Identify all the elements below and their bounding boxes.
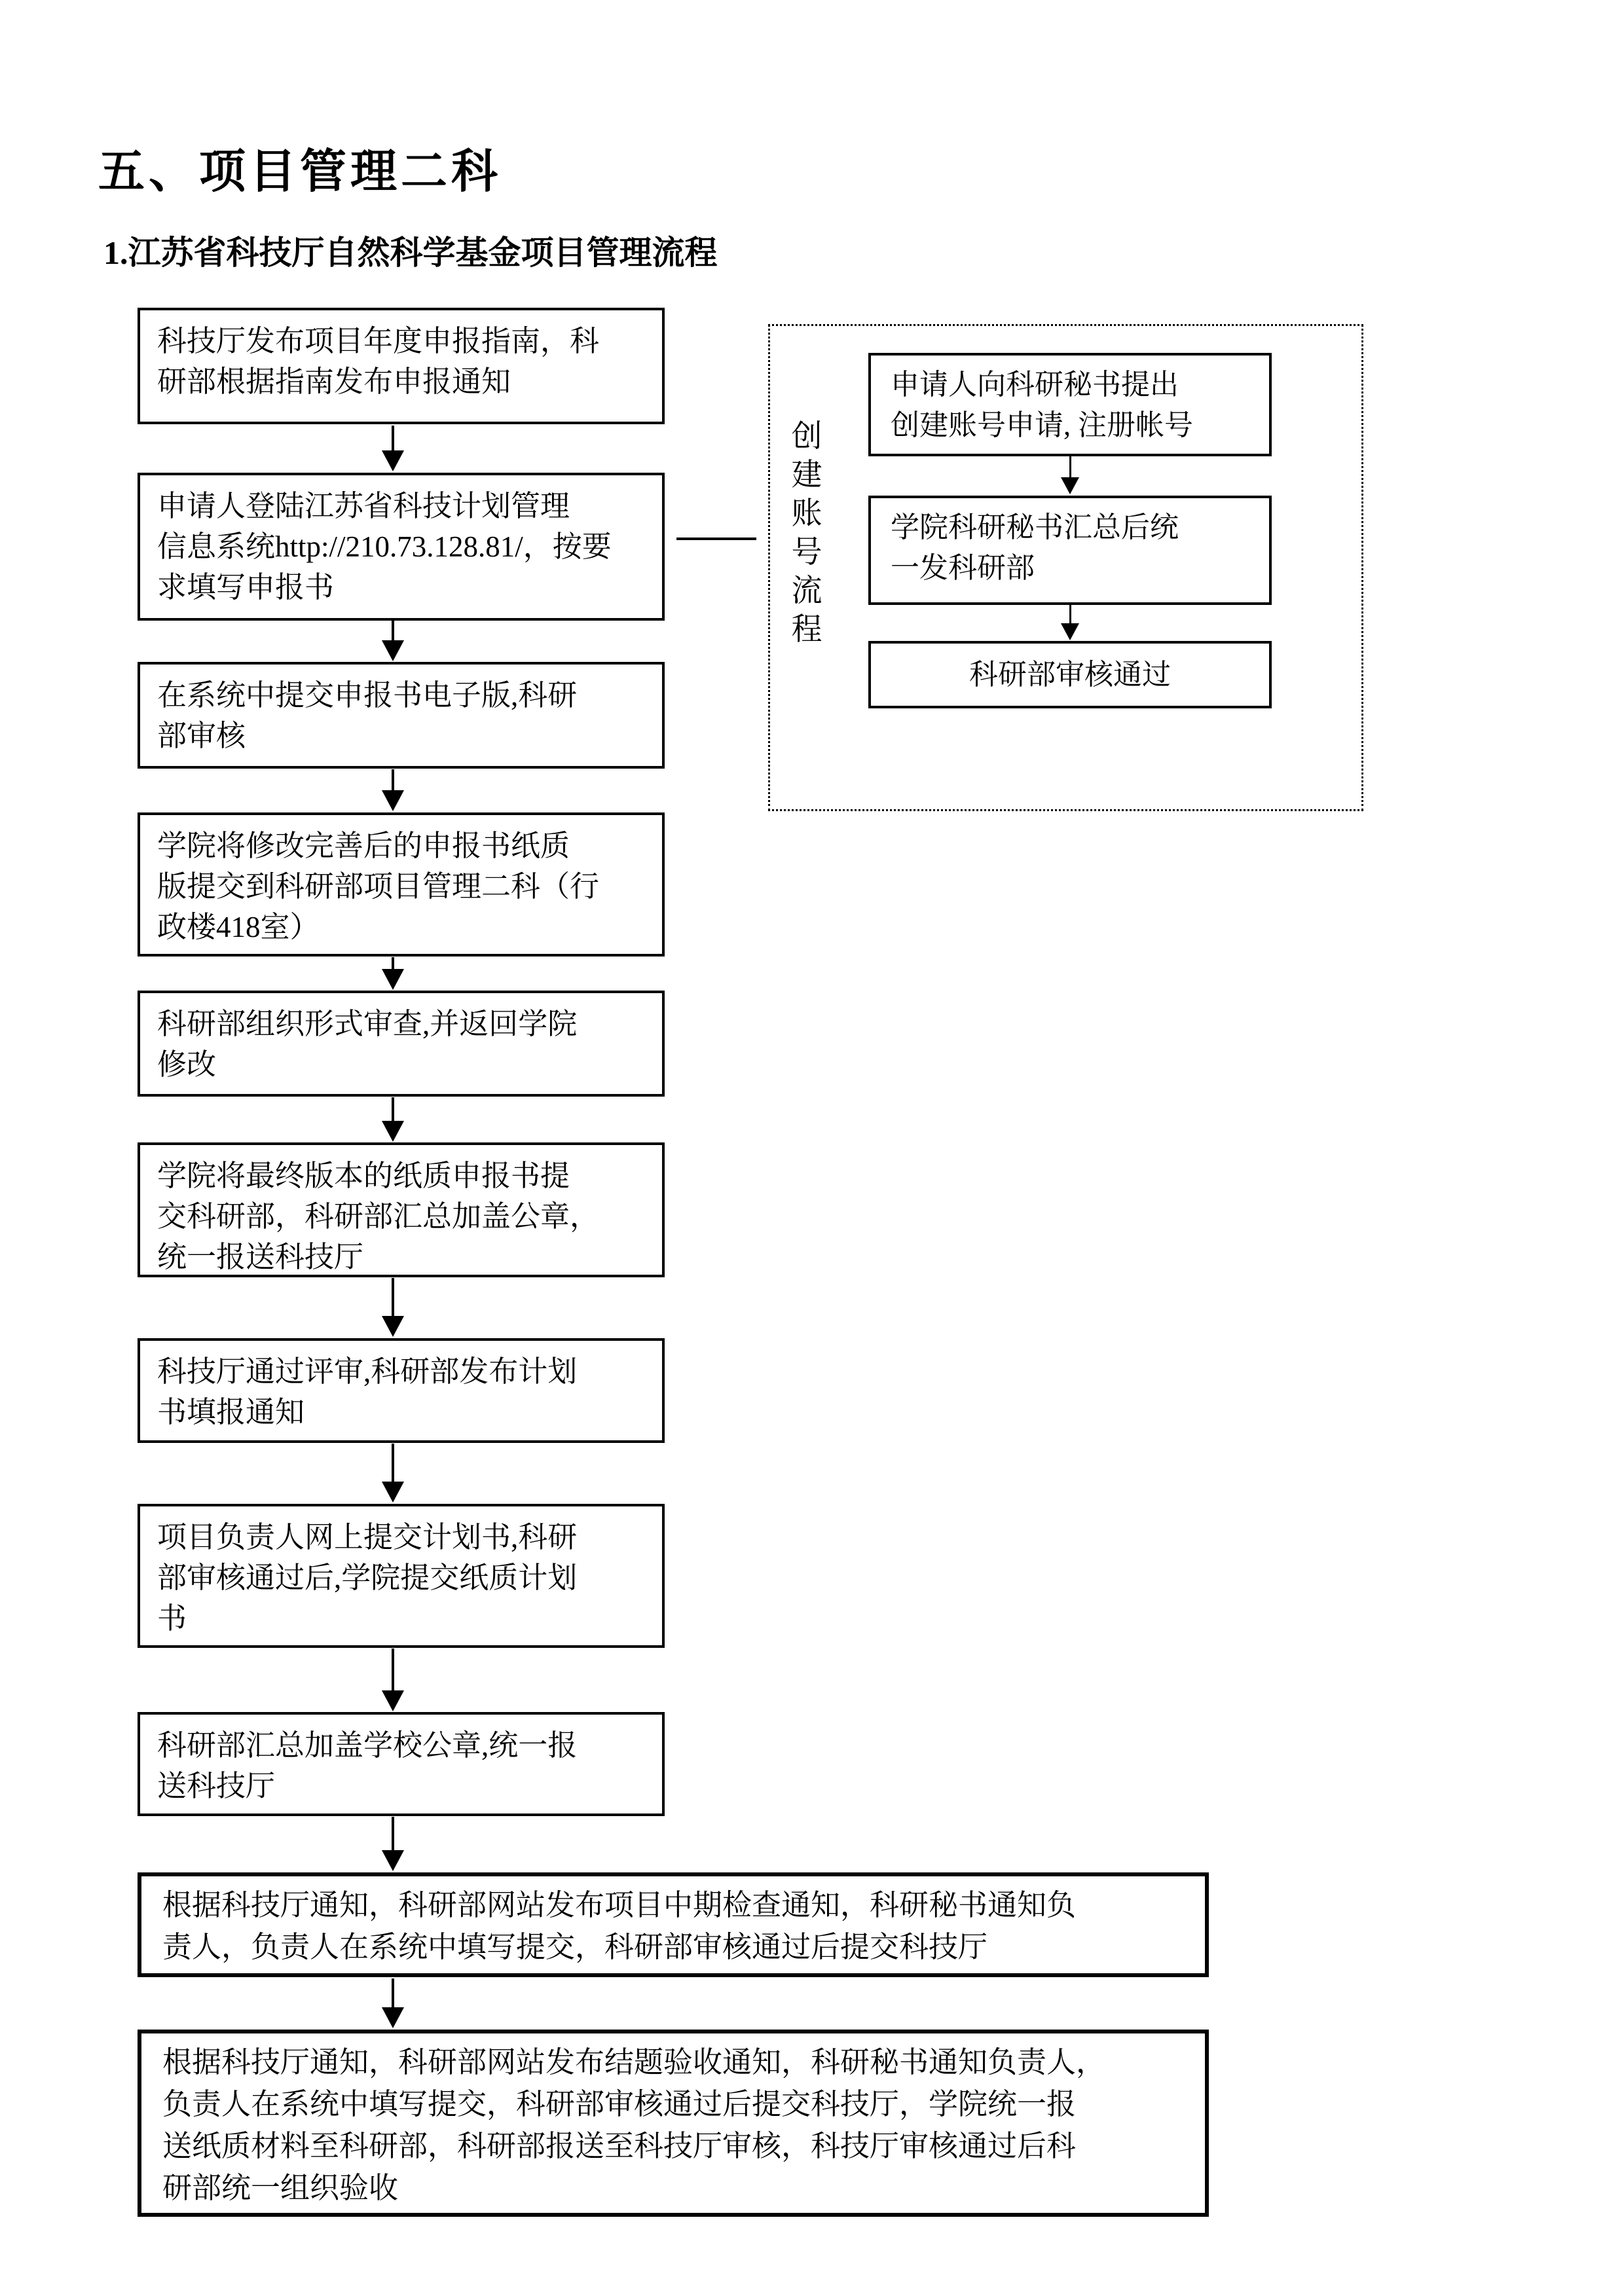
flow-step-text: 在系统中提交申报书电子版,科研	[157, 679, 578, 712]
flow-step-text: 学院将修改完善后的申报书纸质	[157, 829, 570, 862]
side-step-text: 一发科研部	[891, 552, 1035, 584]
page-title: 五、项目管理二科	[98, 147, 502, 198]
arrow-head-icon	[1061, 477, 1079, 494]
down-arrow-icon	[380, 1817, 406, 1871]
flow-step-7	[138, 1338, 665, 1443]
flow-step-text: 书填报通知	[157, 1396, 305, 1429]
panel-down-arrow-icon	[1057, 605, 1083, 640]
down-arrow-icon	[380, 426, 406, 471]
flow-step-text: 科技厅通过评审,科研部发布计划	[157, 1355, 578, 1388]
flow-step-text: 科技厅发布项目年度申报指南，科	[157, 325, 600, 357]
down-arrow-icon	[380, 1097, 406, 1142]
arrow-head-icon	[382, 1121, 404, 1142]
flow-step-text: 政楼418室）	[157, 911, 320, 943]
flow-step-text: 信息系统http://210.73.128.81/，按要	[157, 530, 612, 563]
arrow-shaft	[392, 1649, 394, 1694]
side-step-1	[868, 353, 1272, 456]
arrow-head-icon	[382, 1850, 404, 1871]
flow-step-text: 书	[157, 1602, 187, 1635]
connector-line	[676, 538, 756, 540]
arrow-shaft	[392, 1817, 394, 1854]
arrow-head-icon	[382, 1690, 404, 1711]
flow-step-text: 责人，负责人在系统中填写提交，科研部审核通过后提交科技厅	[162, 1931, 988, 1963]
flow-step-text: 部审核通过后,学院提交纸质计划	[157, 1561, 578, 1594]
flow-step-9	[138, 1712, 665, 1816]
flow-step-text: 科研部组织形式审查,并返回学院	[157, 1008, 578, 1040]
flow-step-1	[138, 308, 665, 424]
arrow-head-icon	[382, 1316, 404, 1337]
flow-step-text: 部审核	[157, 720, 246, 752]
flow-step-text: 科研部汇总加盖学校公章,统一报	[157, 1729, 578, 1762]
flow-step-text: 交科研部，科研部汇总加盖公章，	[157, 1200, 600, 1233]
panel-vertical-label: 创建账号流程	[791, 420, 822, 647]
flow-step-6	[138, 1142, 665, 1277]
arrow-shaft	[392, 1444, 394, 1485]
side-step-text: 学院科研秘书汇总后统	[891, 511, 1179, 543]
down-arrow-icon	[380, 957, 406, 990]
flow-step-text: 项目负责人网上提交计划书,科研	[157, 1521, 578, 1554]
arrow-head-icon	[382, 2007, 404, 2028]
arrow-shaft	[1069, 456, 1071, 480]
down-arrow-icon	[380, 1444, 406, 1503]
down-arrow-icon	[380, 1978, 406, 2028]
arrow-shaft	[392, 1278, 394, 1320]
flow-step-4	[138, 812, 665, 957]
flow-step-text: 负责人在系统中填写提交，科研部审核通过后提交科技厅，学院统一报	[162, 2088, 1077, 2121]
down-arrow-icon	[380, 1278, 406, 1337]
flow-step-text: 学院将最终版本的纸质申报书提	[157, 1159, 570, 1192]
section-subtitle: 1.江苏省科技厅自然科学基金项目管理流程	[103, 234, 718, 271]
flow-step-2	[138, 473, 665, 621]
panel-down-arrow-icon	[1057, 456, 1083, 494]
flow-step-10	[138, 1872, 1209, 1977]
flow-step-text: 版提交到科研部项目管理二科（行	[157, 870, 600, 903]
flow-step-text: 申请人登陆江苏省科技计划管理	[157, 490, 570, 522]
arrow-head-icon	[382, 640, 404, 661]
down-arrow-icon	[380, 621, 406, 661]
flow-step-5	[138, 991, 665, 1097]
down-arrow-icon	[380, 1649, 406, 1711]
side-step-text: 创建账号申请, 注册帐号	[891, 409, 1193, 441]
side-step-text: 申请人向科研秘书提出	[891, 369, 1179, 401]
flow-step-text: 送纸质材料至科研部，科研部报送至科技厅审核，科技厅审核通过后科	[162, 2130, 1077, 2162]
arrow-head-icon	[382, 790, 404, 811]
arrow-head-icon	[382, 450, 404, 471]
arrow-head-icon	[382, 1482, 404, 1503]
side-step-3	[868, 641, 1272, 708]
flow-step-3	[138, 662, 665, 769]
flow-step-text: 送科技厅	[157, 1770, 276, 1802]
arrow-head-icon	[1061, 623, 1079, 640]
side-step-text: 科研部审核通过	[969, 658, 1171, 691]
down-arrow-icon	[380, 769, 406, 811]
arrow-head-icon	[382, 969, 404, 990]
flow-step-11	[138, 2030, 1209, 2217]
flow-step-text: 根据科技厅通知，科研部网站发布项目中期检查通知，科研秘书通知负	[162, 1889, 1077, 1922]
flow-step-text: 求填写申报书	[157, 571, 335, 604]
flow-step-text: 根据科技厅通知，科研部网站发布结题验收通知，科研秘书通知负责人，	[162, 2046, 1106, 2079]
flow-step-text: 研部统一组织验收	[162, 2172, 399, 2204]
flow-step-text: 研部根据指南发布申报通知	[157, 365, 511, 398]
arrow-shaft	[392, 1978, 394, 2011]
side-step-2	[868, 496, 1272, 605]
flow-step-8	[138, 1504, 665, 1648]
flow-step-text: 修改	[157, 1048, 217, 1081]
flow-step-text: 统一报送科技厅	[157, 1241, 364, 1273]
